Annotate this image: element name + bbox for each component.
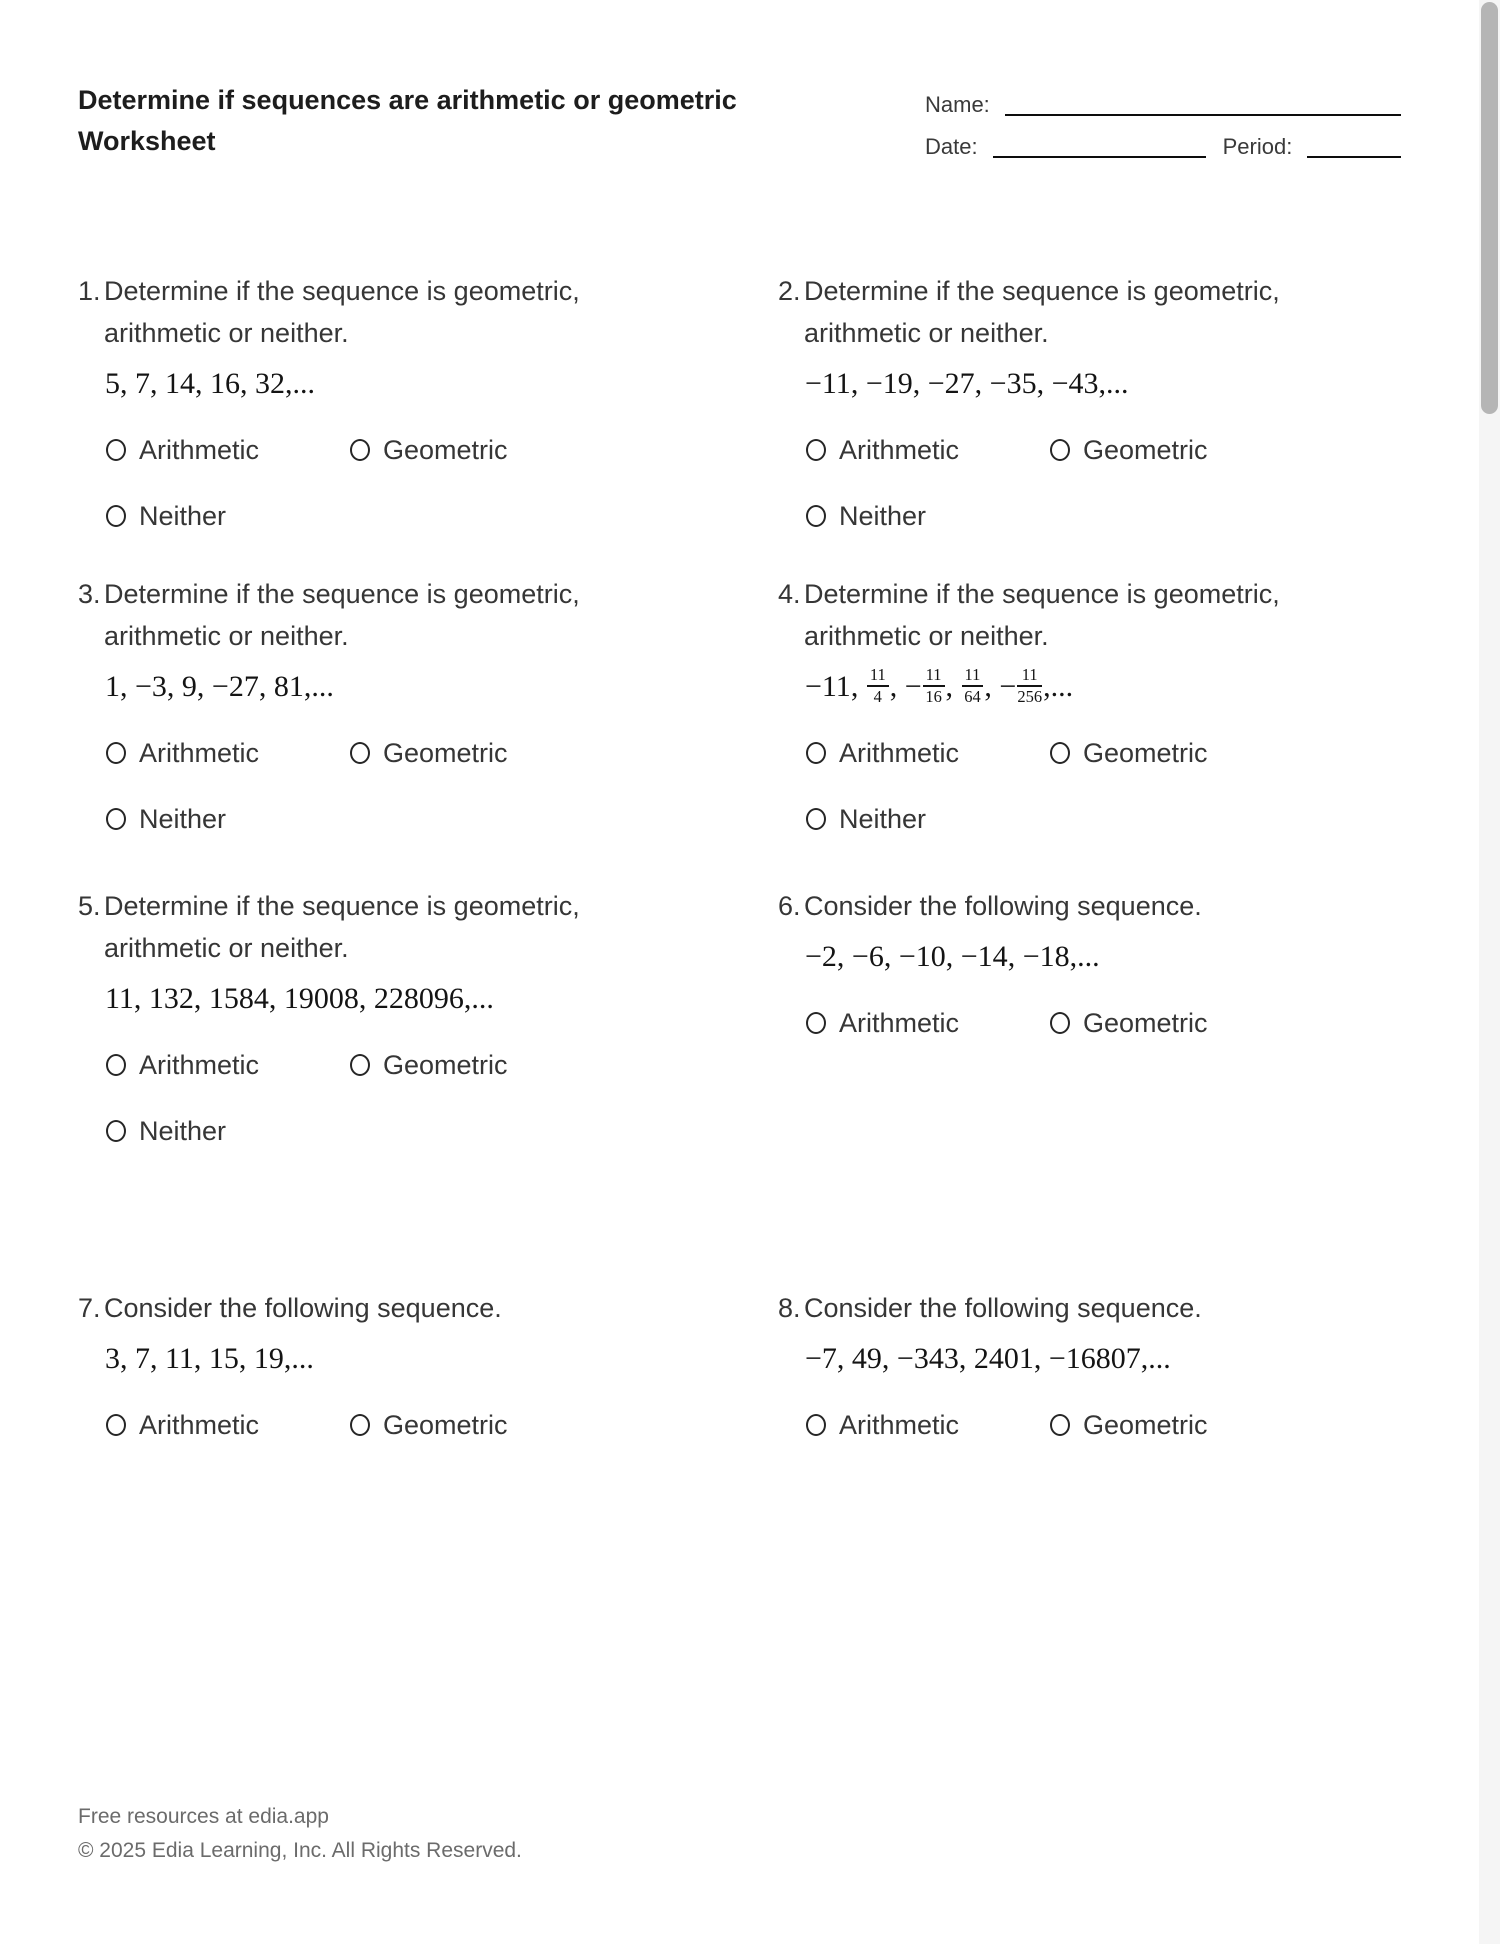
options-row: [106, 1411, 706, 1439]
question-1: [78, 270, 706, 530]
option-label: Geometric: [383, 1410, 508, 1440]
footer-resources-text: Free resources at edia.app: [78, 1805, 329, 1828]
radio-circle-icon[interactable]: [806, 439, 826, 461]
option-label: Arithmetic: [139, 435, 260, 465]
radio-option-geometric[interactable]: [1050, 436, 1208, 464]
date-period-field-row: [925, 130, 1401, 161]
question-6: [778, 885, 1406, 1037]
page-footer: [78, 1800, 522, 1868]
option-label: Arithmetic: [839, 435, 960, 465]
options-row: [806, 805, 1406, 833]
radio-option-geometric[interactable]: [1050, 1009, 1208, 1037]
question-number: 6.: [778, 891, 801, 921]
question-prompt: [778, 270, 1406, 354]
radio-option-geometric[interactable]: [350, 739, 508, 767]
radio-option-geometric[interactable]: [350, 436, 508, 464]
options-row: [106, 1117, 706, 1145]
radio-circle-icon[interactable]: [106, 1414, 126, 1436]
option-label: Arithmetic: [839, 1410, 960, 1440]
question-prompt: [78, 1287, 706, 1329]
radio-option-geometric[interactable]: [350, 1411, 508, 1439]
name-line: [1005, 92, 1401, 116]
option-label: Arithmetic: [139, 1050, 260, 1080]
options-row: [106, 739, 706, 767]
question-number: 8.: [778, 1293, 801, 1323]
options-row: [106, 805, 706, 833]
question-number: 2.: [778, 276, 801, 306]
radio-option-neither[interactable]: [806, 502, 1050, 530]
option-label: Neither: [139, 501, 227, 531]
radio-circle-icon[interactable]: [350, 1054, 370, 1076]
question-text: Consider the following sequence.: [804, 891, 1202, 921]
option-label: Geometric: [1083, 1410, 1208, 1440]
radio-circle-icon[interactable]: [1050, 742, 1070, 764]
question-prompt: [78, 270, 706, 354]
question-prompt: [778, 1287, 1406, 1329]
question-text: Determine if the sequence is geometric, arithmetic or neither.: [804, 276, 1280, 348]
footer-copyright-text: © 2025 Edia Learning, Inc. All Rights Reserved.: [78, 1839, 522, 1862]
option-label: Geometric: [383, 435, 508, 465]
question-text: Determine if the sequence is geometric, arithmetic or neither.: [104, 276, 580, 348]
radio-option-arithmetic[interactable]: [106, 436, 350, 464]
radio-option-arithmetic[interactable]: [806, 739, 1050, 767]
options-row: [806, 502, 1406, 530]
header-fields: [925, 88, 1401, 172]
question-5: [78, 885, 706, 1145]
radio-option-geometric[interactable]: [350, 1051, 508, 1079]
question-prompt: [78, 573, 706, 657]
question-3: [78, 573, 706, 833]
question-number: 3.: [78, 579, 101, 609]
radio-option-arithmetic[interactable]: [106, 1411, 350, 1439]
option-label: Geometric: [1083, 435, 1208, 465]
sequence-math: −11, $\frac{11}{4}$ , − $\frac{11}{16}$ , $\frac{11}{64}$ , − $\frac{11}{256}$ ,...: [805, 664, 1074, 706]
radio-option-arithmetic[interactable]: [806, 1411, 1050, 1439]
radio-option-arithmetic[interactable]: [106, 1051, 350, 1079]
radio-option-neither[interactable]: [806, 805, 1050, 833]
radio-option-neither[interactable]: [106, 1117, 350, 1145]
sequence-math: 1, −3, 9, −27, 81,...: [105, 670, 334, 703]
sequence-math: −7, 49, −343, 2401, −16807,...: [805, 1342, 1171, 1375]
radio-circle-icon[interactable]: [806, 505, 826, 527]
options-row: [806, 1009, 1406, 1037]
page-title-line2: Worksheet: [78, 126, 216, 156]
radio-circle-icon[interactable]: [106, 808, 126, 830]
radio-circle-icon[interactable]: [806, 808, 826, 830]
radio-option-arithmetic[interactable]: [106, 739, 350, 767]
question-text: Consider the following sequence.: [104, 1293, 502, 1323]
radio-option-arithmetic[interactable]: [806, 436, 1050, 464]
name-label: Name:: [925, 92, 990, 117]
options-row: [806, 436, 1406, 464]
option-label: Geometric: [383, 1050, 508, 1080]
question-number: 7.: [78, 1293, 101, 1323]
option-label: Neither: [139, 1116, 227, 1146]
date-line: [993, 134, 1206, 158]
question-number: 1.: [78, 276, 101, 306]
page-title-line1: Determine if sequences are arithmetic or geometric: [78, 85, 737, 115]
option-label: Neither: [139, 804, 227, 834]
question-7: [78, 1287, 706, 1439]
question-number: 5.: [78, 891, 101, 921]
radio-circle-icon[interactable]: [806, 742, 826, 764]
sequence-math: −11, −19, −27, −35, −43,...: [805, 367, 1129, 400]
radio-circle-icon[interactable]: [1050, 1012, 1070, 1034]
sequence-math: −2, −6, −10, −14, −18,...: [805, 940, 1100, 973]
option-label: Geometric: [383, 738, 508, 768]
page-title: [78, 80, 737, 162]
scrollbar-track[interactable]: [1479, 0, 1500, 1944]
radio-circle-icon[interactable]: [106, 1054, 126, 1076]
question-text: Determine if the sequence is geometric, arithmetic or neither.: [804, 579, 1280, 651]
option-label: Geometric: [1083, 1008, 1208, 1038]
radio-circle-icon[interactable]: [106, 505, 126, 527]
sequence-math: 3, 7, 11, 15, 19,...: [105, 1342, 314, 1375]
question-2: [778, 270, 1406, 530]
radio-circle-icon[interactable]: [106, 439, 126, 461]
question-8: [778, 1287, 1406, 1439]
sequence-math: 5, 7, 14, 16, 32,...: [105, 367, 315, 400]
name-field-row: [925, 88, 1401, 119]
question-number: 4.: [778, 579, 801, 609]
period-label: Period:: [1222, 134, 1293, 159]
question-text: Consider the following sequence.: [804, 1293, 1202, 1323]
option-label: Neither: [839, 501, 927, 531]
radio-circle-icon[interactable]: [1050, 1414, 1070, 1436]
radio-circle-icon[interactable]: [350, 439, 370, 461]
options-row: [106, 1051, 706, 1079]
question-4: [778, 573, 1406, 833]
option-label: Arithmetic: [839, 1008, 960, 1038]
options-row: [106, 436, 706, 464]
radio-circle-icon[interactable]: [806, 1414, 826, 1436]
radio-option-neither[interactable]: [106, 805, 350, 833]
options-row: [806, 1411, 1406, 1439]
sequence-math: 11, 132, 1584, 19008, 228096,...: [105, 982, 494, 1015]
date-label: Date:: [925, 134, 978, 159]
question-text: Determine if the sequence is geometric, arithmetic or neither.: [104, 579, 580, 651]
radio-circle-icon[interactable]: [350, 742, 370, 764]
option-label: Arithmetic: [139, 1410, 260, 1440]
radio-option-geometric[interactable]: [1050, 739, 1208, 767]
question-prompt: [778, 885, 1406, 927]
radio-circle-icon[interactable]: [106, 742, 126, 764]
period-line: [1307, 134, 1401, 158]
question-prompt: [778, 573, 1406, 657]
option-label: Arithmetic: [839, 738, 960, 768]
question-prompt: [78, 885, 706, 969]
radio-option-geometric[interactable]: [1050, 1411, 1208, 1439]
radio-circle-icon[interactable]: [106, 1120, 126, 1142]
option-label: Arithmetic: [139, 738, 260, 768]
options-row: [806, 739, 1406, 767]
scrollbar-thumb[interactable]: [1481, 2, 1498, 414]
question-text: Determine if the sequence is geometric, arithmetic or neither.: [104, 891, 580, 963]
radio-option-neither[interactable]: [106, 502, 350, 530]
option-label: Geometric: [1083, 738, 1208, 768]
radio-circle-icon[interactable]: [806, 1012, 826, 1034]
radio-circle-icon[interactable]: [350, 1414, 370, 1436]
option-label: Neither: [839, 804, 927, 834]
radio-circle-icon[interactable]: [1050, 439, 1070, 461]
radio-option-arithmetic[interactable]: [806, 1009, 1050, 1037]
options-row: [106, 502, 706, 530]
